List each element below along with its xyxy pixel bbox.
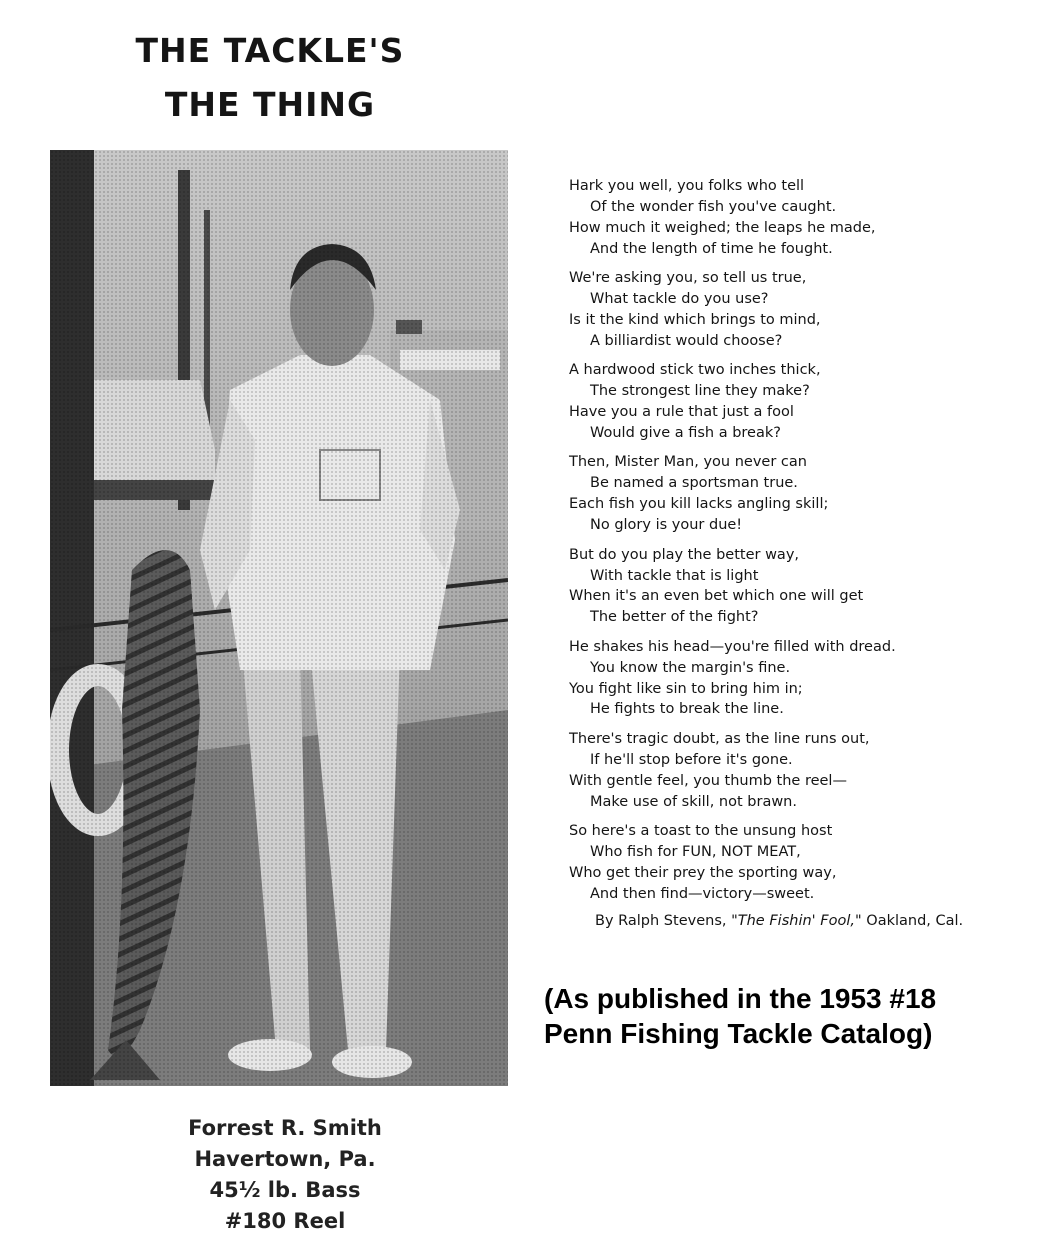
poem-line: Who fish for FUN, NOT MEAT, — [590, 843, 801, 860]
poem-line: How much it weighed; the leaps he made, — [569, 219, 876, 236]
poem-line: Would give a fish a break? — [590, 424, 781, 441]
poem-line: No glory is your due! — [590, 517, 743, 534]
poem-line: If he'll stop before it's gone. — [590, 751, 793, 768]
poem-line: So here's a toast to the unsung host — [569, 823, 833, 840]
article-title — [120, 24, 420, 132]
poem-line: Who get their prey the sporting way, — [569, 864, 837, 881]
poem-line: And then find—victory—sweet. — [590, 885, 815, 902]
publication-note-line-1: (As published in the 1953 #18 — [544, 983, 937, 1014]
poem-stanza — [569, 637, 1039, 721]
caption-name: Forrest R. Smith — [188, 1116, 382, 1140]
poem-line: You know the margin's fine. — [590, 659, 791, 676]
caption-reel: #180 Reel — [224, 1209, 346, 1233]
poem-line: And the length of time he fought. — [590, 240, 833, 257]
poem-line: Is it the kind which brings to mind, — [569, 311, 821, 328]
caption-location: Havertown, Pa. — [194, 1147, 376, 1171]
poem-line: A billiardist would choose? — [590, 332, 783, 349]
photo-of-angler-with-striped-bass — [50, 150, 508, 1086]
poem-line: When it's an even bet which one will get — [569, 588, 864, 605]
poem-line: A hardwood stick two inches thick, — [569, 362, 821, 379]
poem-line: What tackle do you use? — [590, 291, 769, 308]
poem-stanza — [569, 176, 1039, 260]
poem-stanza — [569, 268, 1039, 352]
poem-line: You fight like sin to bring him in; — [569, 680, 803, 697]
byline-alias: "The Fishin' Fool," — [731, 913, 862, 930]
byline-prefix: By Ralph Stevens, — [595, 913, 732, 930]
poem-line: With tackle that is light — [590, 567, 759, 584]
poem-line: Hark you well, you folks who tell — [569, 178, 805, 194]
poem-byline — [569, 913, 1039, 929]
poem-stanza — [569, 729, 1039, 813]
poem-line: Be named a sportsman true. — [590, 475, 798, 492]
poem-line: The better of the fight? — [590, 609, 759, 626]
poem-line: He fights to break the line. — [590, 701, 784, 718]
photo-illustration — [50, 150, 508, 1086]
poem-stanza — [569, 545, 1039, 629]
poem-line: But do you play the better way, — [569, 546, 800, 563]
poem-line: We're asking you, so tell us true, — [569, 270, 807, 287]
byline-suffix: Oakland, Cal. — [861, 913, 964, 930]
poem-line: Each fish you kill lacks angling skill; — [569, 496, 829, 513]
title-line-1: THE TACKLE'S — [135, 31, 405, 70]
poem-line: Have you a rule that just a fool — [569, 404, 794, 421]
poem-line: The strongest line they make? — [590, 383, 810, 400]
poem-stanza — [569, 452, 1039, 536]
publication-note-line-2: Penn Fishing Tackle Catalog) — [544, 1018, 933, 1049]
publication-note — [544, 981, 1034, 1051]
title-line-2: THE THING — [164, 85, 376, 124]
poem-line: There's tragic doubt, as the line runs out, — [569, 730, 870, 747]
poem-line: He shakes his head—you're filled with dread. — [569, 638, 896, 655]
photo-caption — [140, 1113, 430, 1237]
caption-catch: 45½ lb. Bass — [209, 1178, 361, 1202]
poem-stanza — [569, 821, 1039, 905]
poem-line: With gentle feel, you thumb the reel— — [569, 772, 847, 789]
poem-stanza — [569, 360, 1039, 444]
poem — [569, 176, 1039, 929]
poem-line: Make use of skill, not brawn. — [590, 793, 797, 810]
poem-line: Of the wonder fish you've caught. — [590, 198, 837, 215]
poem-line: Then, Mister Man, you never can — [569, 454, 807, 471]
